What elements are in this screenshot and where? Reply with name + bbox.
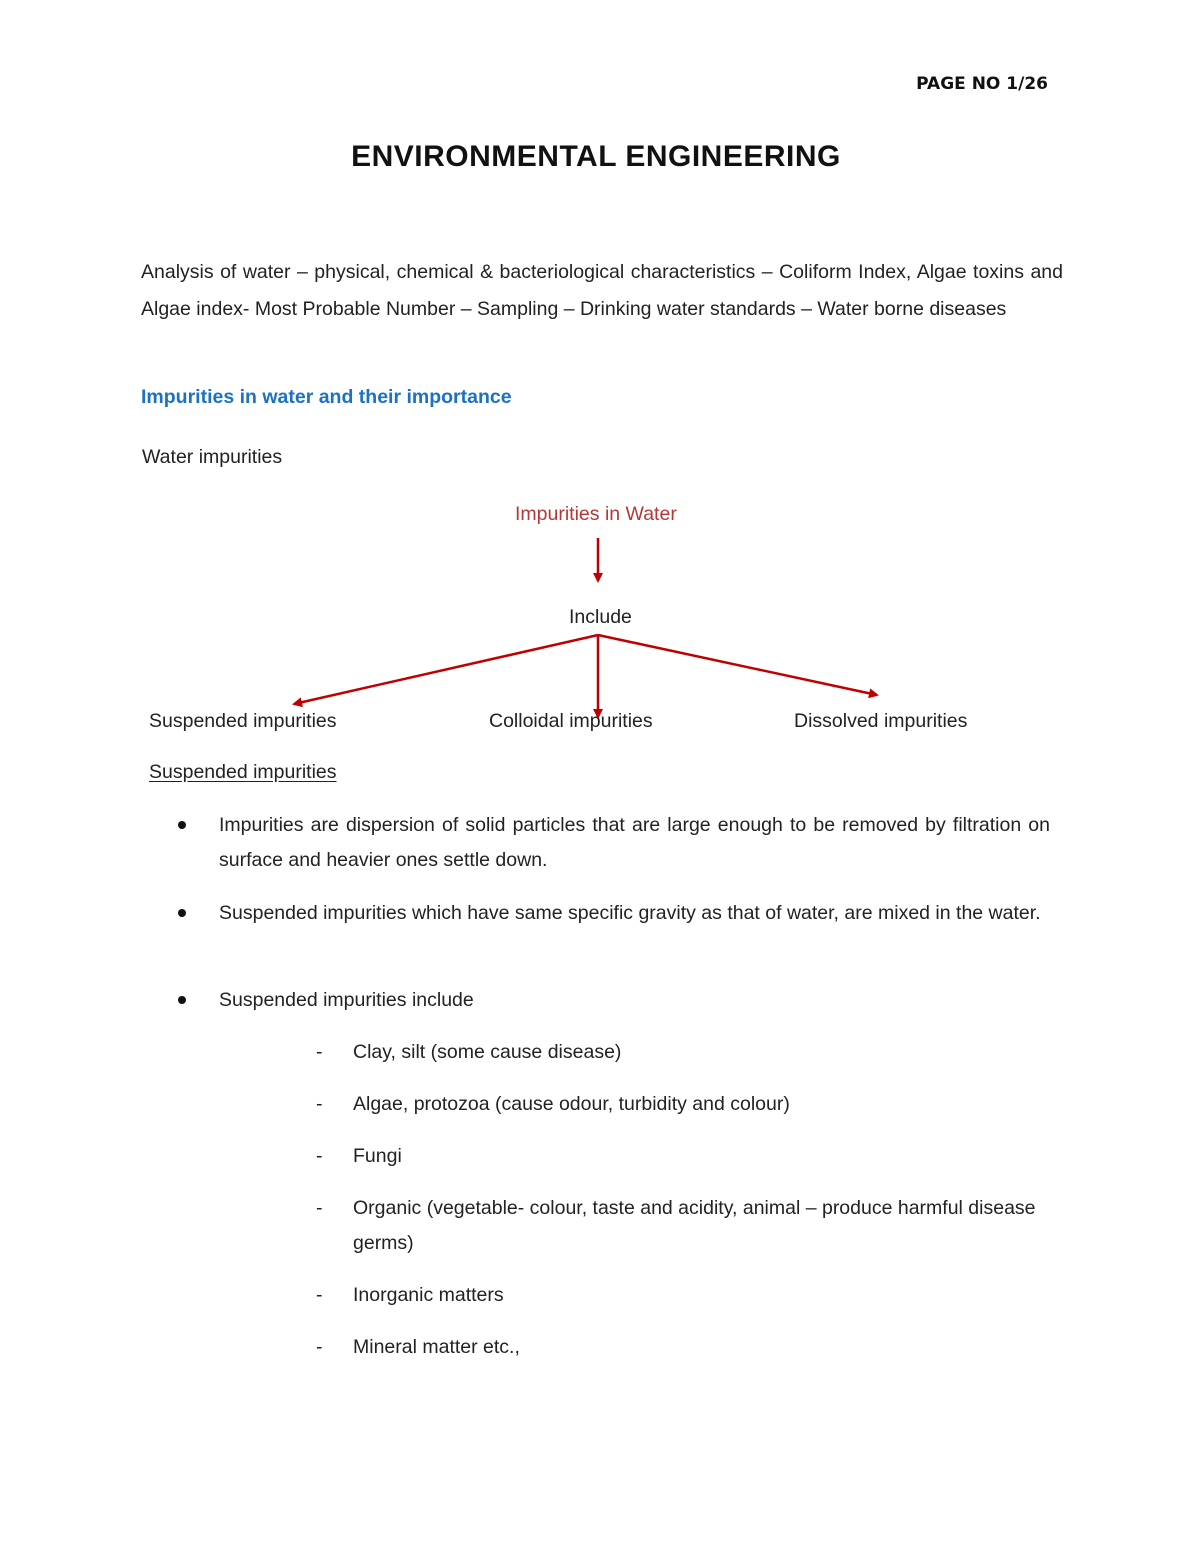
section-heading: Impurities in water and their importance [141,386,512,408]
sub-list-text: Inorganic matters [353,1284,504,1306]
bullet-item [178,808,1050,878]
sub-list-text: Clay, silt (some cause disease) [353,1041,622,1063]
water-impurities-label: Water impurities [142,446,283,468]
dash-marker: - [316,1145,323,1167]
diagram-suspended-node: Suspended impurities [149,710,337,732]
dash-marker: - [316,1284,323,1306]
dash-marker: - [316,1336,323,1358]
sub-list-item [316,1087,1051,1122]
diagram-colloidal-node: Colloidal impurities [489,710,653,732]
diagram-root-node: Impurities in Water [515,503,677,525]
bullet-item [178,896,1050,931]
subsection-heading: Suspended impurities [149,761,337,783]
bullet-text: Impurities are dispersion of solid particles that are large enough to be removed by filtration on surface and heavier ones settle down. [219,814,1050,871]
dash-marker: - [316,1041,323,1063]
arrow-to-dissolved [598,635,877,695]
sub-list-item [316,1191,1051,1261]
bullet-text: Suspended impurities include [219,989,474,1011]
sub-list-item [316,1139,1051,1174]
dash-marker: - [316,1197,323,1219]
sub-list-item [316,1035,1051,1070]
bullet-item [178,983,1050,1018]
sub-list-text: Fungi [353,1145,402,1167]
bullet-text: Suspended impurities which have same specific gravity as that of water, are mixed in the water. [219,902,1041,924]
sub-list-text: Mineral matter etc., [353,1336,520,1358]
dash-marker: - [316,1093,323,1115]
sub-list-text: Algae, protozoa (cause odour, turbidity and colour) [353,1093,790,1115]
arrow-to-suspended [294,635,598,704]
bullet-dot-icon [178,909,186,917]
diagram-include-node: Include [569,606,632,628]
bullet-dot-icon [178,821,186,829]
document-title: ENVIRONMENTAL ENGINEERING [351,140,841,173]
bullet-dot-icon [178,996,186,1004]
sub-list-item [316,1330,1051,1365]
page-number: PAGE NO 1/26 [916,74,1048,94]
intro-paragraph: Analysis of water – physical, chemical & bacteriological characteristics – Coliform Index, Algae toxins and Algae index- Most Probable Number – Sampling – Drinking water standards – Water borne diseases [141,261,1063,320]
diagram-dissolved-node: Dissolved impurities [794,710,968,732]
sub-list-item [316,1278,1051,1313]
sub-list-text: Organic (vegetable- colour, taste and acidity, animal – produce harmful disease germs) [353,1197,1036,1254]
